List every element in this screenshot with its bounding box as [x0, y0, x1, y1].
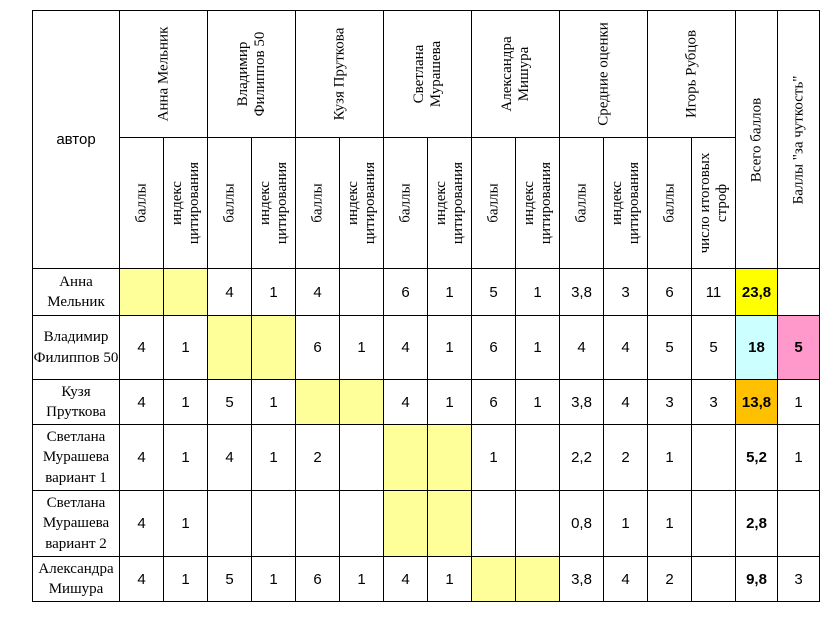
- table-row: [33, 491, 820, 557]
- score-cell: 5: [692, 316, 736, 380]
- subheader-label: баллы: [221, 183, 238, 223]
- score-cell: [516, 425, 560, 491]
- score-cell: 1: [252, 557, 296, 602]
- score-cell: 1: [252, 425, 296, 491]
- bonus-score-cell: [778, 491, 820, 557]
- subheader-label: число итоговых строф: [696, 152, 730, 254]
- bonus-score-cell: [778, 269, 820, 316]
- reviewer-name: Владимир Филиппов 50: [234, 31, 268, 117]
- subheader-cell: [648, 138, 692, 269]
- score-cell: 5: [472, 269, 516, 316]
- score-cell: 3: [604, 269, 648, 316]
- scores-table: [32, 10, 820, 602]
- score-cell: 1: [428, 316, 472, 380]
- total-score-cell: 9,8: [736, 557, 778, 602]
- score-cell: 1: [340, 316, 384, 380]
- bonus-score-cell: 5: [778, 316, 820, 380]
- subheader-label: баллы: [661, 183, 678, 223]
- score-cell: [384, 425, 428, 491]
- subheader-label: индекс цитирования: [608, 161, 642, 245]
- score-cell: 4: [384, 557, 428, 602]
- score-cell: 3: [648, 380, 692, 425]
- subheader-label: индекс цитирования: [256, 161, 290, 245]
- table-body: [33, 269, 820, 602]
- score-cell: 4: [604, 316, 648, 380]
- author-column-header: автор: [33, 11, 120, 269]
- reviewer-name: Александра Мишура: [498, 36, 532, 112]
- score-cell: [164, 269, 208, 316]
- score-cell: 1: [516, 380, 560, 425]
- table-row: [33, 269, 820, 316]
- score-cell: 4: [560, 316, 604, 380]
- table-row: [33, 557, 820, 602]
- score-cell: 6: [472, 316, 516, 380]
- total-score-cell: 23,8: [736, 269, 778, 316]
- score-cell: [252, 316, 296, 380]
- score-cell: 5: [208, 380, 252, 425]
- subheader-cell: [296, 138, 340, 269]
- subheader-label: баллы: [573, 183, 590, 223]
- score-cell: 3,8: [560, 269, 604, 316]
- subheader-cell: [208, 138, 252, 269]
- score-cell: 6: [296, 316, 340, 380]
- score-cell: 1: [516, 269, 560, 316]
- reviewer-header: [560, 11, 648, 138]
- score-cell: 1: [164, 380, 208, 425]
- subheader-cell: [164, 138, 208, 269]
- score-cell: [516, 491, 560, 557]
- subheader-cell: [472, 138, 516, 269]
- subheader-label: индекс цитирования: [432, 161, 466, 245]
- subheader-cell: [340, 138, 384, 269]
- total-column-header: [736, 11, 778, 269]
- subheader-cell: [560, 138, 604, 269]
- score-cell: [340, 491, 384, 557]
- score-cell: [384, 491, 428, 557]
- score-cell: 4: [120, 557, 164, 602]
- score-cell: 3,8: [560, 380, 604, 425]
- author-name-cell: Светлана Мурашева вариант 1: [33, 425, 120, 491]
- score-cell: 4: [604, 380, 648, 425]
- score-cell: 4: [296, 269, 340, 316]
- subheader-label: баллы: [485, 183, 502, 223]
- score-cell: 1: [252, 380, 296, 425]
- subheader-cell: [516, 138, 560, 269]
- score-cell: 1: [428, 557, 472, 602]
- score-cell: [692, 425, 736, 491]
- reviewer-header: [384, 11, 472, 138]
- score-cell: 11: [692, 269, 736, 316]
- subheader-label: индекс цитирования: [168, 161, 202, 245]
- score-cell: [472, 491, 516, 557]
- score-cell: 1: [648, 425, 692, 491]
- score-cell: 1: [164, 557, 208, 602]
- header-row-subcolumns: [33, 138, 820, 269]
- subheader-label: баллы: [309, 183, 326, 223]
- score-cell: [296, 491, 340, 557]
- reviewer-header: [472, 11, 560, 138]
- score-cell: 1: [428, 380, 472, 425]
- bonus-score-cell: 1: [778, 380, 820, 425]
- score-cell: 2: [604, 425, 648, 491]
- score-cell: [340, 269, 384, 316]
- subheader-label: индекс цитирования: [344, 161, 378, 245]
- score-cell: [208, 491, 252, 557]
- score-cell: 4: [384, 380, 428, 425]
- score-cell: [252, 491, 296, 557]
- author-name-cell: Кузя Пруткова: [33, 380, 120, 425]
- bonus-score-cell: 3: [778, 557, 820, 602]
- score-cell: [296, 380, 340, 425]
- reviewer-name: Средние оценки: [595, 22, 612, 126]
- total-score-cell: 2,8: [736, 491, 778, 557]
- table-row: [33, 316, 820, 380]
- score-cell: 1: [604, 491, 648, 557]
- table-row: [33, 380, 820, 425]
- reviewer-name: Светлана Мурашева: [410, 40, 444, 108]
- score-cell: 2: [296, 425, 340, 491]
- author-name-cell: Анна Мельник: [33, 269, 120, 316]
- subheader-label: баллы: [133, 183, 150, 223]
- subheader-cell: [692, 138, 736, 269]
- score-cell: [340, 380, 384, 425]
- total-score-cell: 18: [736, 316, 778, 380]
- score-cell: [428, 425, 472, 491]
- reviewer-name: Анна Мельник: [155, 26, 172, 122]
- score-cell: 6: [472, 380, 516, 425]
- score-cell: [692, 491, 736, 557]
- score-cell: 5: [208, 557, 252, 602]
- score-cell: 6: [648, 269, 692, 316]
- score-cell: 2: [648, 557, 692, 602]
- score-cell: 1: [648, 491, 692, 557]
- score-cell: 1: [516, 316, 560, 380]
- total-score-cell: 13,8: [736, 380, 778, 425]
- score-cell: 1: [428, 269, 472, 316]
- author-name-cell: Александра Мишура: [33, 557, 120, 602]
- score-cell: 1: [472, 425, 516, 491]
- score-cell: [472, 557, 516, 602]
- score-cell: 5: [648, 316, 692, 380]
- subheader-cell: [604, 138, 648, 269]
- score-cell: 1: [164, 491, 208, 557]
- score-cell: 4: [208, 425, 252, 491]
- score-cell: 1: [164, 316, 208, 380]
- subheader-label: индекс цитирования: [520, 161, 554, 245]
- reviewer-header: [208, 11, 296, 138]
- author-name-cell: Светлана Мурашева вариант 2: [33, 491, 120, 557]
- score-cell: 2,2: [560, 425, 604, 491]
- score-cell: [428, 491, 472, 557]
- score-cell: 3,8: [560, 557, 604, 602]
- score-cell: 6: [296, 557, 340, 602]
- table-row: [33, 425, 820, 491]
- score-cell: 4: [604, 557, 648, 602]
- score-cell: [120, 269, 164, 316]
- bonus-column-header: [778, 11, 820, 269]
- bonus-header-label: Баллы "за чуткость": [790, 75, 807, 204]
- score-cell: 1: [340, 557, 384, 602]
- score-cell: 4: [120, 425, 164, 491]
- reviewer-header: [296, 11, 384, 138]
- subheader-cell: [252, 138, 296, 269]
- score-cell: [516, 557, 560, 602]
- score-cell: 0,8: [560, 491, 604, 557]
- total-header-label: Всего баллов: [748, 97, 765, 182]
- score-cell: 3: [692, 380, 736, 425]
- score-cell: [340, 425, 384, 491]
- score-cell: 4: [120, 380, 164, 425]
- reviewer-header: [120, 11, 208, 138]
- author-name-cell: Владимир Филиппов 50: [33, 316, 120, 380]
- subheader-cell: [428, 138, 472, 269]
- subheader-cell: [384, 138, 428, 269]
- reviewer-name: Кузя Пруткова: [331, 27, 348, 121]
- subheader-cell: [120, 138, 164, 269]
- score-cell: 1: [164, 425, 208, 491]
- score-cell: 1: [252, 269, 296, 316]
- reviewer-header: [648, 11, 736, 138]
- bonus-score-cell: 1: [778, 425, 820, 491]
- total-score-cell: 5,2: [736, 425, 778, 491]
- score-cell: 4: [120, 316, 164, 380]
- score-cell: 4: [120, 491, 164, 557]
- score-cell: 6: [384, 269, 428, 316]
- score-cell: [208, 316, 252, 380]
- header-row-reviewers: [33, 11, 820, 138]
- reviewer-name: Игорь Рубцов: [683, 29, 700, 119]
- subheader-label: баллы: [397, 183, 414, 223]
- score-cell: [692, 557, 736, 602]
- score-cell: 4: [384, 316, 428, 380]
- score-cell: 4: [208, 269, 252, 316]
